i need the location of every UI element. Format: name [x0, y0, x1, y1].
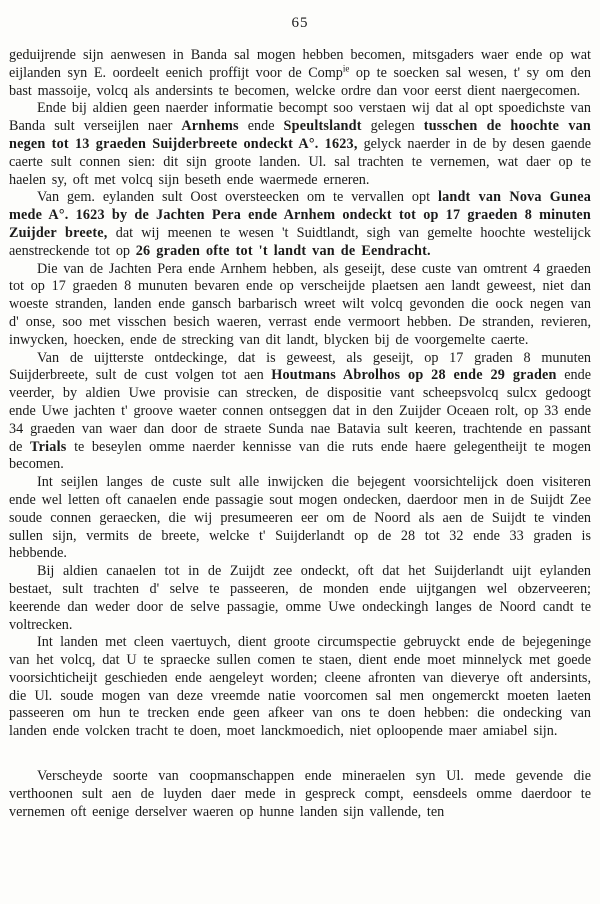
paragraph [9, 350, 591, 475]
paragraph [9, 563, 591, 634]
text-run-bold: Houtmans Abrolhos op 28 ende 29 graden [271, 367, 557, 384]
superscript-text-run: ie [342, 63, 350, 74]
text-block [9, 47, 591, 821]
text-run: geduijrende sijn aenwesen in Banda sal mogen hebben becomen, mitsgaders waer ende op wat eijlanden syn E. oordeelt eenich proffijt voor de Comp [9, 47, 591, 81]
text-run: te beseylen omme naerder kennisse van die ruts ende haere gelegentheijt te mogen becomen. [9, 438, 592, 473]
text-run: gelyck naerder in de by desen gaende caerte sult connen sien: dit sijn groote landen. Ul. sal trachten te vernemen, wat daer op te haelen sy, oft met volcq sijn beseth ende waermede erneren. [9, 135, 591, 188]
text-run: Int landen met cleen vaertuych, dient groote circumspectie gebruyckt ende de bejegeninge van het volcq, dat U te spraecke sullen comen te staen, dient ende moet minnelyck met goede voorsichticheijt geschieden ende aengeleyt worden; cleene afronten van dieverye oft andersints, die Ul. soude mogen van deze vreemde natie voorcomen sal men ongemerckt moeten laeten passeeren om hun te trecken ende geen afkeer van ons te doen hebben: die ondecking van landen ende volcken tracht te doen, moet lanckmoedich, niet oploopende maer amiabel sijn. [9, 634, 591, 740]
text-run-bold: 26 graden ofte tot 't landt van de Eendracht. [135, 242, 431, 259]
text-run: Van de uijtterste ontdeckinge, dat is geweest, als geseijt, op 17 graden 8 munuten Suijderbreete, sult de cust volgen tot aen [9, 349, 591, 384]
text-run-bold: tusschen de hoochte van negen tot 13 graeden Suijderbreete ondeckt A°. 1623, [9, 118, 592, 152]
text-run: Van gem. eylanden sult Oost oversteecken om te vervallen opt [37, 189, 438, 206]
paragraph [9, 47, 591, 100]
text-run: ende [238, 118, 284, 135]
text-run-bold: landt van Nova Gunea mede A°. 1623 by de Jachten Pera ende Arnhem ondeckt tot op 17 graeden 8 minuten Zuijder breete, [9, 189, 592, 241]
paragraph [9, 768, 591, 821]
text-run: op te soecken sal wesen, t' sy om den bast massoije, volcq als andersints te becomen, welcke ordre dan voor eerst dient naergecomen. [9, 64, 591, 99]
text-run-bold: Speultslandt [283, 118, 362, 135]
paragraph [9, 634, 591, 741]
text-run: Int seijlen langes de custe sult alle inwijcken die bejegent voorsichtelijck doen visiteren ende wel letten oft canaelen ende passagie sout mogen ondecken, daerdoor men in de Suijdt Zee soude connen geraecken, die wij presumeeren eer om de Noord als aen de Suijdt te vinden sullen sijn, vermits de breete, welcke t' Suijderlandt op de 28 tot 32 ende 33 graden is hebbende. [9, 474, 591, 562]
paragraph [9, 474, 591, 563]
text-run-bold: Trials [30, 438, 67, 455]
paragraph [9, 189, 591, 260]
text-run: Ende bij aldien geen naerder informatie becompt soo verstaen wij dat al opt spoedichste van Banda sult verseijlen naer [9, 100, 591, 135]
text-run: gelegen [361, 118, 424, 135]
paragraph [9, 100, 591, 189]
text-run: dat wij meenen te wesen 't Suidtlandt, sigh van gemelte hoochte westelijck aenstreckende tot op [9, 224, 592, 259]
text-run-bold: Arnhems [181, 118, 239, 135]
page-number: 65 [291, 15, 309, 31]
text-run: Bij aldien canaelen tot in de Zuijdt zee ondeckt, oft dat het Suijderlandt uijt eylanden bestaet, sult trachten d' selve te passeeren, de monden ende uijtgangen wel obzerveeren; keerende dan weder door de selve passagie, omme Uwe ondeckingh langes de Noord candt te voltrecken. [9, 563, 591, 633]
text-run: Verscheyde soorte van coopmanschappen ende mineraelen syn Ul. mede gevende die verthoonen sult aen de luyden daer mede in gespreck compt, eensdeels omme daerdoor te vernemen oft eenige derselver waeren op hunne landen sijn vallende, ten [9, 768, 591, 820]
paragraph [9, 261, 591, 350]
text-run: ende veerder, by aldien Uwe provisie can strecken, de dispositie vant scheepsvolcq sulcx gedoogt ende Uwe jachten t' groove waeter connen ontseggen dat in den Zuijder Oceaen rolt, op 33 ende 34 graeden van waer dan door de straete Sunda nae Batavia sult keeren, trachtende en passant de [9, 367, 592, 455]
text-run: Die van de Jachten Pera ende Arnhem hebben, als geseijt, dese custe van omtrent 4 graeden tot op 17 graeden 8 munuten bevaren ende op verscheijde plaetsen aen landt geweest, niet dan woeste stranden, landen ende gansch barbarisch wreet wilt volcq gevonden die oock negen van d' onse, soo met visschen besich waeren, verrast ende vermoort hebben. De stranden, revieren, inwycken, hoecken, ende de strecking van dit landt, blycken bij de voorgemelte caerte. [9, 260, 591, 348]
